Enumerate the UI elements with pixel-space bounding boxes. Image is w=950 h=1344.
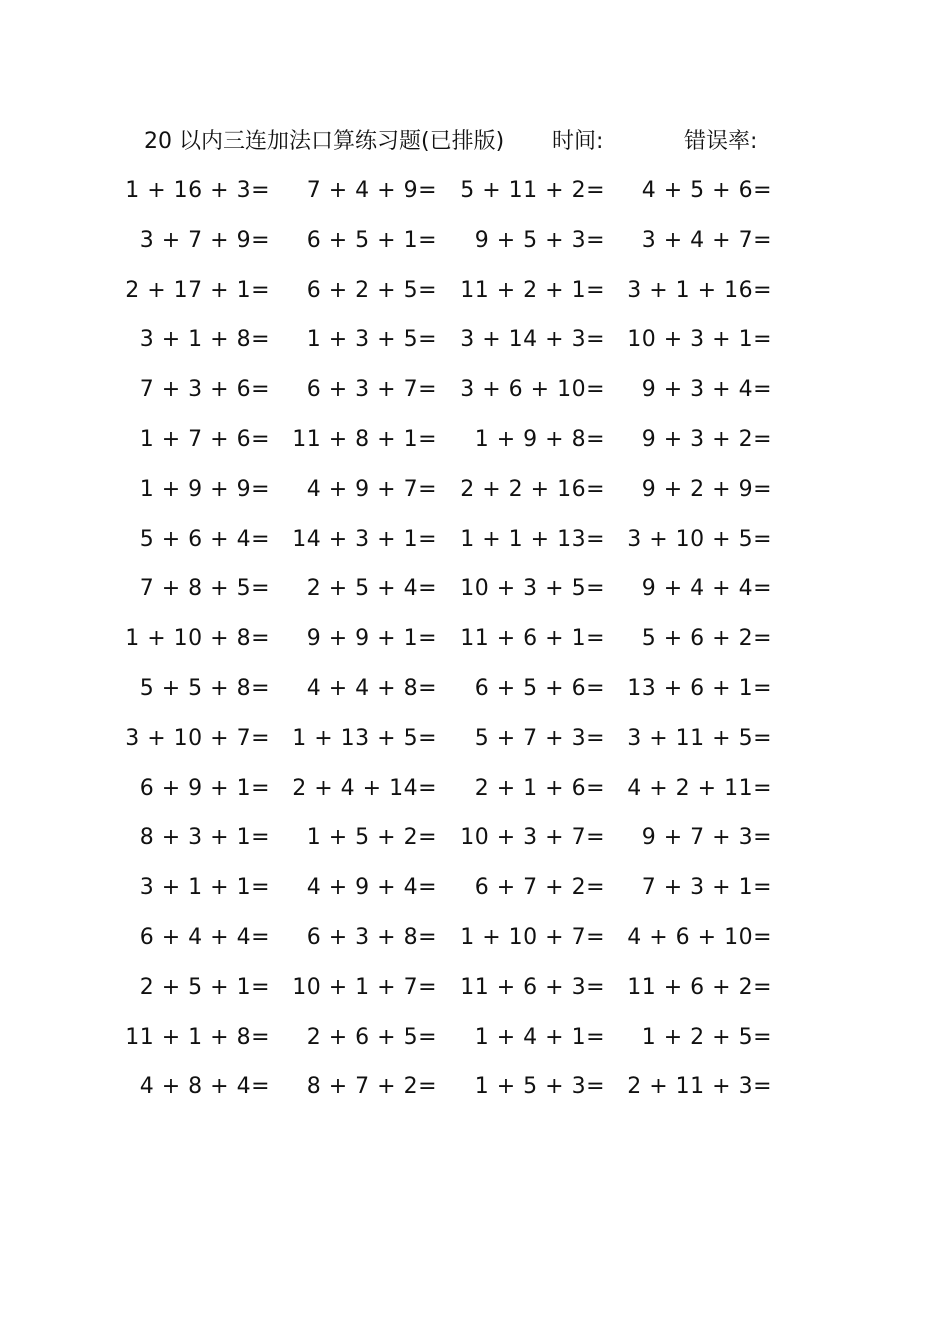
problem-item: 3 + 4 + 7= xyxy=(641,227,772,253)
problem-item: 14 + 3 + 1= xyxy=(292,526,437,552)
problem-item: 4 + 9 + 7= xyxy=(306,476,437,502)
problem-item: 4 + 4 + 8= xyxy=(306,675,437,701)
problem-row xyxy=(110,770,810,820)
problem-item: 6 + 5 + 6= xyxy=(474,675,605,701)
problem-item: 2 + 2 + 16= xyxy=(460,476,605,502)
problem-item: 11 + 1 + 8= xyxy=(125,1024,270,1050)
problem-item: 10 + 1 + 7= xyxy=(292,974,437,1000)
problem-row xyxy=(110,371,810,421)
problem-item: 3 + 1 + 16= xyxy=(627,277,772,303)
time-label: 时间: xyxy=(552,129,604,154)
problem-row xyxy=(110,1068,810,1118)
problem-item: 4 + 8 + 4= xyxy=(139,1074,270,1100)
problem-item: 1 + 7 + 6= xyxy=(139,426,270,452)
problem-item: 3 + 10 + 5= xyxy=(627,526,772,552)
error-rate-label: 错误率: xyxy=(684,129,758,154)
problem-item: 2 + 5 + 4= xyxy=(306,576,437,602)
problem-item: 6 + 4 + 4= xyxy=(139,924,270,950)
problem-item: 10 + 3 + 1= xyxy=(627,327,772,353)
problem-item: 3 + 1 + 1= xyxy=(139,875,270,901)
problem-item: 2 + 4 + 14= xyxy=(292,775,437,801)
problem-item: 11 + 2 + 1= xyxy=(460,277,605,303)
problem-item: 1 + 9 + 8= xyxy=(474,426,605,452)
problem-item: 1 + 3 + 5= xyxy=(306,327,437,353)
problem-row xyxy=(110,919,810,969)
problem-item: 6 + 9 + 1= xyxy=(139,775,270,801)
problem-item: 2 + 17 + 1= xyxy=(125,277,270,303)
problem-item: 3 + 6 + 10= xyxy=(460,377,605,403)
problem-item: 5 + 6 + 2= xyxy=(641,626,772,652)
problem-item: 10 + 3 + 5= xyxy=(460,576,605,602)
problem-item: 3 + 1 + 8= xyxy=(139,327,270,353)
problem-item: 6 + 3 + 8= xyxy=(306,924,437,950)
problem-row xyxy=(110,172,810,222)
problem-item: 7 + 3 + 1= xyxy=(641,875,772,901)
problem-item: 6 + 7 + 2= xyxy=(474,875,605,901)
problem-item: 4 + 5 + 6= xyxy=(641,178,772,203)
problem-row xyxy=(110,570,810,620)
problem-item: 11 + 6 + 3= xyxy=(460,974,605,1000)
problem-item: 1 + 16 + 3= xyxy=(125,178,270,203)
problem-item: 9 + 3 + 4= xyxy=(641,377,772,403)
problem-item: 4 + 9 + 4= xyxy=(306,875,437,901)
problem-row xyxy=(110,819,810,869)
problem-row xyxy=(110,720,810,770)
problem-item: 1 + 2 + 5= xyxy=(641,1024,772,1050)
problem-row xyxy=(110,620,810,670)
problem-item: 11 + 8 + 1= xyxy=(292,426,437,452)
problem-row xyxy=(110,969,810,1019)
problem-item: 13 + 6 + 1= xyxy=(627,675,772,701)
problem-item: 9 + 9 + 1= xyxy=(306,626,437,652)
problem-item: 11 + 6 + 2= xyxy=(627,974,772,1000)
problem-item: 1 + 13 + 5= xyxy=(292,725,437,751)
problem-item: 6 + 2 + 5= xyxy=(306,277,437,303)
problem-row xyxy=(110,272,810,322)
problem-row xyxy=(110,321,810,371)
problem-item: 1 + 10 + 7= xyxy=(460,924,605,950)
problem-row xyxy=(110,471,810,521)
problem-row xyxy=(110,869,810,919)
problem-item: 9 + 5 + 3= xyxy=(474,227,605,253)
problem-item: 5 + 6 + 4= xyxy=(139,526,270,552)
problem-item: 6 + 3 + 7= xyxy=(306,377,437,403)
problem-item: 1 + 9 + 9= xyxy=(139,476,270,502)
problem-item: 5 + 5 + 8= xyxy=(139,675,270,701)
problem-item: 8 + 7 + 2= xyxy=(306,1074,437,1100)
problem-item: 9 + 3 + 2= xyxy=(641,426,772,452)
problem-item: 2 + 5 + 1= xyxy=(139,974,270,1000)
problem-row xyxy=(110,1019,810,1069)
problem-item: 5 + 7 + 3= xyxy=(474,725,605,751)
problem-item: 2 + 11 + 3= xyxy=(627,1074,772,1100)
worksheet-title: 20 以内三连加法口算练习题(已排版) xyxy=(144,129,505,154)
problem-item: 3 + 11 + 5= xyxy=(627,725,772,751)
problem-item: 3 + 7 + 9= xyxy=(139,227,270,253)
problem-item: 7 + 3 + 6= xyxy=(139,377,270,403)
problem-item: 8 + 3 + 1= xyxy=(139,825,270,851)
problem-row xyxy=(110,421,810,471)
problem-item: 7 + 4 + 9= xyxy=(306,178,437,203)
problem-item: 7 + 8 + 5= xyxy=(139,576,270,602)
problem-item: 6 + 5 + 1= xyxy=(306,227,437,253)
problem-item: 10 + 3 + 7= xyxy=(460,825,605,851)
problem-item: 3 + 14 + 3= xyxy=(460,327,605,353)
problem-item: 4 + 6 + 10= xyxy=(627,924,772,950)
problem-grid xyxy=(110,172,810,1118)
problem-item: 2 + 1 + 6= xyxy=(474,775,605,801)
problem-item: 9 + 4 + 4= xyxy=(641,576,772,602)
problem-item: 1 + 5 + 3= xyxy=(474,1074,605,1100)
problem-item: 3 + 10 + 7= xyxy=(125,725,270,751)
problem-item: 1 + 5 + 2= xyxy=(306,825,437,851)
problem-item: 1 + 10 + 8= xyxy=(125,626,270,652)
problem-row xyxy=(110,670,810,720)
problem-item: 11 + 6 + 1= xyxy=(460,626,605,652)
problem-row xyxy=(110,521,810,571)
problem-item: 1 + 4 + 1= xyxy=(474,1024,605,1050)
problem-item: 5 + 11 + 2= xyxy=(460,178,605,203)
problem-item: 1 + 1 + 13= xyxy=(460,526,605,552)
problem-item: 2 + 6 + 5= xyxy=(306,1024,437,1050)
problem-item: 9 + 7 + 3= xyxy=(641,825,772,851)
problem-row xyxy=(110,222,810,272)
problem-item: 9 + 2 + 9= xyxy=(641,476,772,502)
worksheet-header xyxy=(144,124,784,160)
problem-item: 4 + 2 + 11= xyxy=(627,775,772,801)
